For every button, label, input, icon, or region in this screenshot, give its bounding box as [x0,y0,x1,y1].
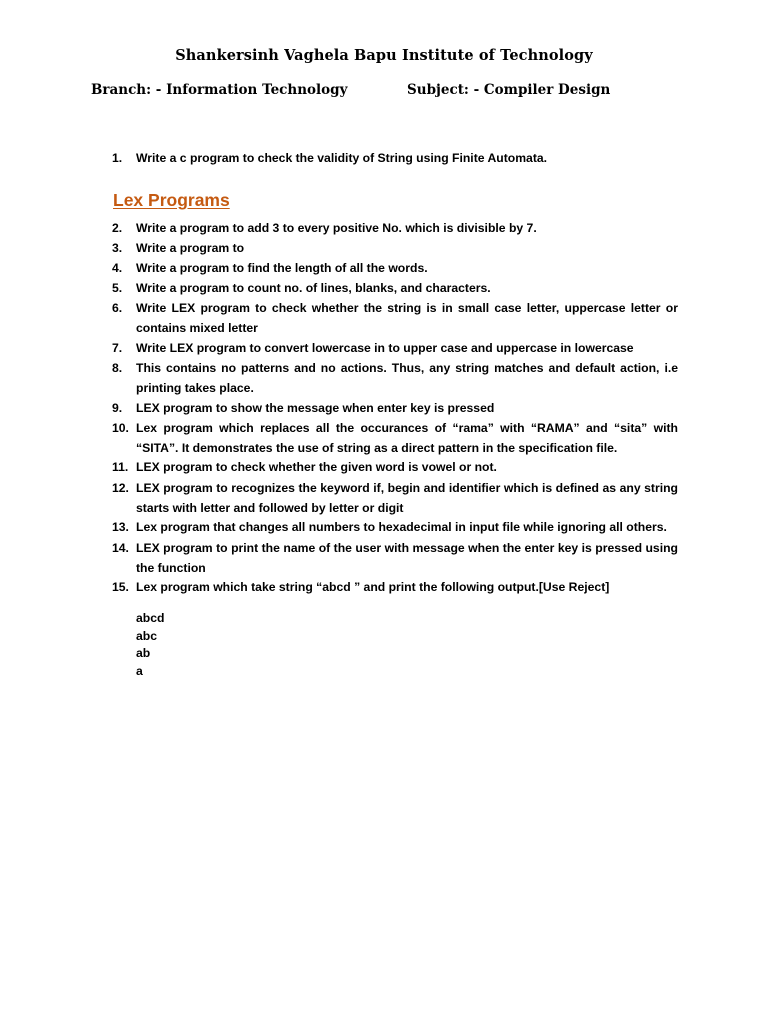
list-item [112,148,678,168]
item-text: LEX program to check whether the given word is vowel or not. [136,460,497,474]
subject-label: Subject: - Compiler Design [407,82,611,98]
item-text: LEX program to show the message when enter key is pressed [136,401,495,415]
list-item [112,258,678,278]
list-item [112,278,678,298]
item-number: 8. [112,361,123,375]
section-heading: Lex Programs [113,190,230,210]
item-number: 9. [112,401,123,415]
list-item [112,517,678,537]
list-item [112,398,678,418]
output-line: a [136,664,143,679]
list-item [112,358,678,398]
item-text: Write a program to count no. of lines, blanks, and characters. [136,281,491,295]
output-line: abc [136,628,158,643]
output-line: ab [136,646,151,661]
item-text: Write a program to [136,241,245,255]
item-text: Lex program which replaces all the occurances of “rama” with “RAMA” and “sita” with “SITA”. It demonstrates the use of string as a direct pattern in the specification file. [136,421,678,455]
list-item [112,338,678,358]
list-item [112,538,678,578]
item-number: 5. [112,281,123,295]
item-number: 15. [112,580,129,594]
list-item [112,418,678,458]
item-number: 10. [112,421,129,435]
item-number: 1. [112,151,123,165]
item-number: 13. [112,520,129,534]
item-text: LEX program to recognizes the keyword if, begin and identifier which is defined as any string starts with letter and followed by letter or digit [136,481,678,515]
output-line: abcd [136,611,165,625]
item-number: 3. [112,241,123,255]
item-number: 6. [112,301,123,315]
item-text: Lex program that changes all numbers to hexadecimal in input file while ignoring all others. [136,520,667,534]
item-number: 11. [112,460,129,474]
item-number: 12. [112,481,129,495]
item-text: LEX program to print the name of the user with message when the enter key is pressed using the function [136,541,678,575]
item-number: 14. [112,541,129,555]
list-item [112,218,678,238]
list-item [112,457,678,477]
item-number: 4. [112,261,123,275]
item-text: Write a c program to check the validity of String using Finite Automata. [136,151,548,165]
item-text: Write a program to find the length of all the words. [136,261,428,275]
list-item [112,238,678,258]
item-number: 7. [112,341,123,355]
list-item [112,577,678,597]
branch-label: Branch: - Information Technology [91,82,348,98]
item-text: This contains no patterns and no actions. Thus, any string matches and default action, i.e printing takes place. [136,361,678,395]
list-item [112,478,678,518]
institute-title: Shankersinh Vaghela Bapu Institute of Technology [175,47,593,64]
item-text: Write LEX program to check whether the string is in small case letter, uppercase letter or contains mixed letter [136,301,678,335]
item-text: Lex program which take string “abcd ” and print the following output.[Use Reject] [136,580,610,594]
example-output [136,610,164,681]
item-text: Write LEX program to convert lowercase in to upper case and uppercase in lowercase [136,341,634,355]
list-item [112,298,678,338]
item-text: Write a program to add 3 to every positive No. which is divisible by 7. [136,221,537,235]
item-number: 2. [112,221,123,235]
